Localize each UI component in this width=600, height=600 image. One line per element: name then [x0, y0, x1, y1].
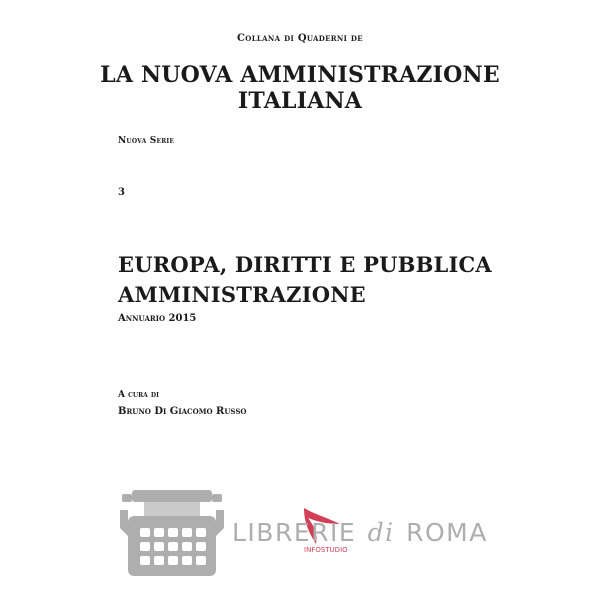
- series-title-line1: LA NUOVA AMMINISTRAZIONE: [100, 62, 500, 88]
- series-title: [0, 62, 600, 114]
- yearbook-label: Annuario 2015: [118, 313, 197, 324]
- series-heading: Collana di Quaderni de: [237, 33, 363, 44]
- series-label: Nuova Serie: [118, 136, 175, 146]
- book-title-line2: AMMINISTRAZIONE: [118, 282, 366, 307]
- series-title-line2: ITALIANA: [237, 88, 363, 114]
- book-title: [118, 250, 492, 310]
- watermark-logo: [118, 488, 488, 578]
- book-title-line1: EUROPA, DIRITTI E PUBBLICA: [118, 252, 492, 277]
- editor-name: Bruno Di Giacomo Russo: [118, 406, 247, 417]
- volume-number: 3: [118, 187, 125, 198]
- watermark-text-left: LIBRERIE: [232, 518, 357, 547]
- watermark-text-di: di: [367, 518, 395, 547]
- watermark-text: [232, 518, 488, 547]
- editor-label: A cura di: [118, 390, 159, 400]
- watermark-text-right: ROMA: [406, 518, 488, 547]
- svg-text:INFOSTUDIO: INFOSTUDIO: [304, 546, 348, 554]
